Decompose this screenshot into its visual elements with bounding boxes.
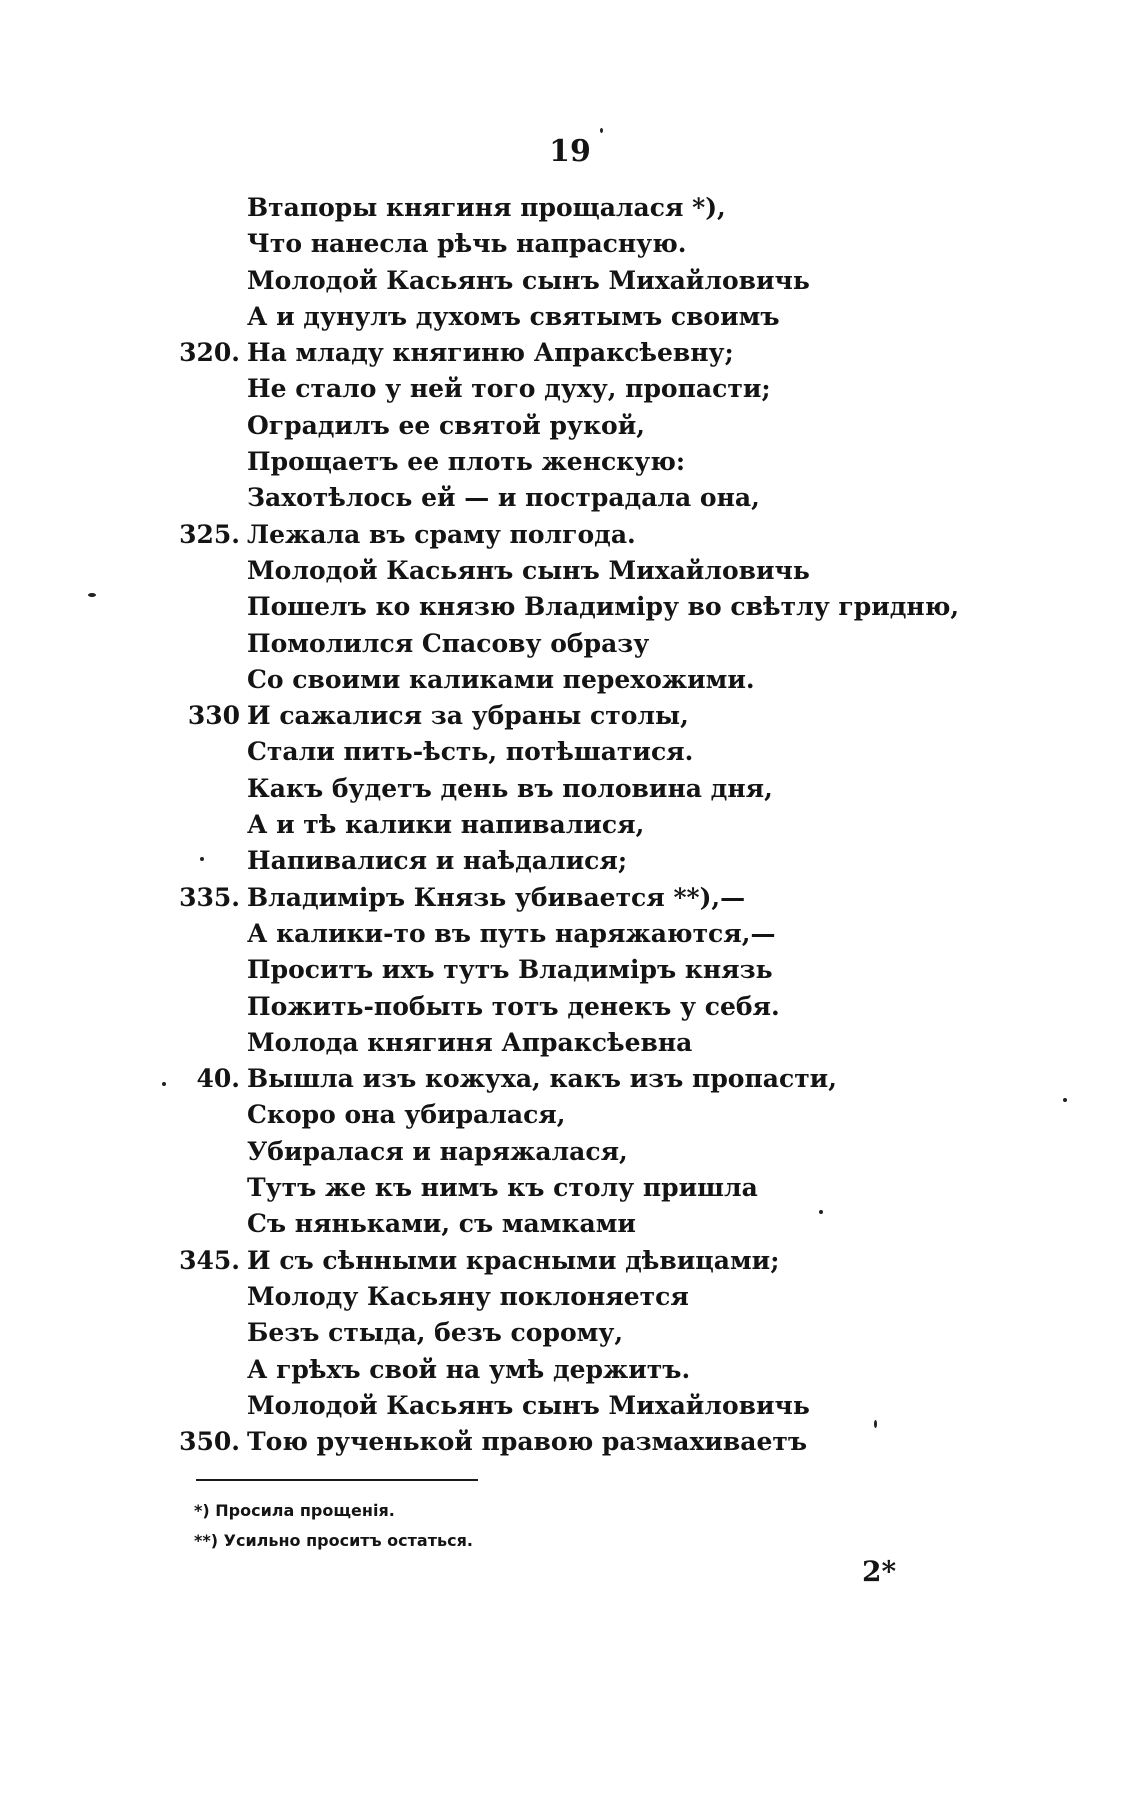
line-text: Пошелъ ко князю Владиміру во свѣтлу гридню, — [247, 592, 960, 622]
line-text: Оградилъ ее святой рукой, — [247, 410, 645, 440]
footnote-divider — [196, 1479, 478, 1481]
line-text: Втапоры княгиня прощалася *), — [247, 193, 726, 222]
line-text: Стали пить-ѣсть, потѣшатися. — [247, 737, 694, 767]
line-text: А и тѣ калики напивалися, — [247, 810, 645, 840]
line-text: Молоду Касьяну поклоняется — [247, 1281, 689, 1311]
line-text: Пожить-побыть тотъ денекъ у себя. — [247, 991, 780, 1021]
line-text: И съ сѣнными красными дѣвицами; — [247, 1245, 780, 1275]
line-number: 335. — [179, 882, 240, 912]
line-text: Тутъ же къ нимъ къ столу пришла — [247, 1173, 758, 1203]
page-number: 19 — [549, 134, 591, 169]
line-text: Тою рученькой правою размахиваетъ — [247, 1427, 808, 1457]
scan-speck — [88, 593, 96, 597]
scan-speck — [819, 1210, 823, 1214]
line-text: Со своими каликами перехожими. — [247, 664, 755, 694]
line-text: Молода княгиня Апраксѣевна — [247, 1027, 693, 1057]
line-text: Лежала въ сраму полгода. — [247, 519, 636, 549]
line-number: 320. — [179, 338, 240, 368]
line-text: Вышла изъ кожуха, какъ изъ пропасти, — [247, 1064, 837, 1094]
line-number: 350. — [179, 1427, 240, 1457]
line-text: Проситъ ихъ тутъ Владиміръ князь — [247, 955, 773, 985]
line-text: И сажалися за убраны столы, — [247, 701, 689, 731]
line-text: Прощаетъ ее плоть женскую: — [247, 447, 686, 477]
footnote: *) Просила прощенія. — [194, 1501, 395, 1520]
line-text: А грѣхъ свой на умѣ держитъ. — [247, 1354, 691, 1384]
line-text: Что нанесла рѣчь напрасную. — [247, 229, 687, 259]
line-number: 40. — [196, 1064, 240, 1094]
scan-speck — [874, 1420, 877, 1428]
line-number: 325. — [179, 519, 240, 549]
line-text: А и дунулъ духомъ святымъ своимъ — [247, 301, 780, 331]
line-text: Съ няньками, съ мамками — [247, 1209, 636, 1239]
scan-speck — [200, 857, 204, 861]
line-text: Захотѣлось ей — и пострадала она, — [247, 483, 760, 513]
line-text: Безъ стыда, безъ сорому, — [247, 1318, 624, 1348]
line-text: А калики-то въ путь наряжаются,— — [247, 918, 776, 948]
line-text: Молодой Касьянъ сынъ Михайловичь — [247, 555, 810, 585]
line-number: 330 — [187, 701, 240, 731]
line-text: Молодой Касьянъ сынъ Михайловичь — [247, 1390, 810, 1420]
line-text: Напивалися и наѣдалися; — [247, 846, 628, 876]
scan-speck — [1063, 1098, 1067, 1102]
scan-speck — [162, 1082, 166, 1086]
footnote: **) Усильно проситъ остаться. — [194, 1531, 473, 1550]
line-text: Убиралася и наряжалася, — [247, 1136, 628, 1166]
line-text: Какъ будетъ день въ половина дня, — [247, 773, 773, 803]
line-text: Не стало у ней того духу, пропасти; — [247, 374, 771, 404]
line-text: Скоро она убиралася, — [247, 1100, 566, 1130]
line-text: На младу княгиню Апраксѣевну; — [247, 338, 734, 368]
footnotes — [194, 1496, 473, 1556]
line-text: Молодой Касьянъ сынъ Михайловичь — [247, 265, 810, 295]
line-text: Владиміръ Князь убивается **),— — [247, 882, 746, 912]
line-text: Помолился Спасову образу — [247, 628, 650, 658]
line-number: 345. — [179, 1245, 240, 1275]
scan-speck — [600, 128, 603, 133]
signature-mark: 2* — [862, 1555, 897, 1588]
